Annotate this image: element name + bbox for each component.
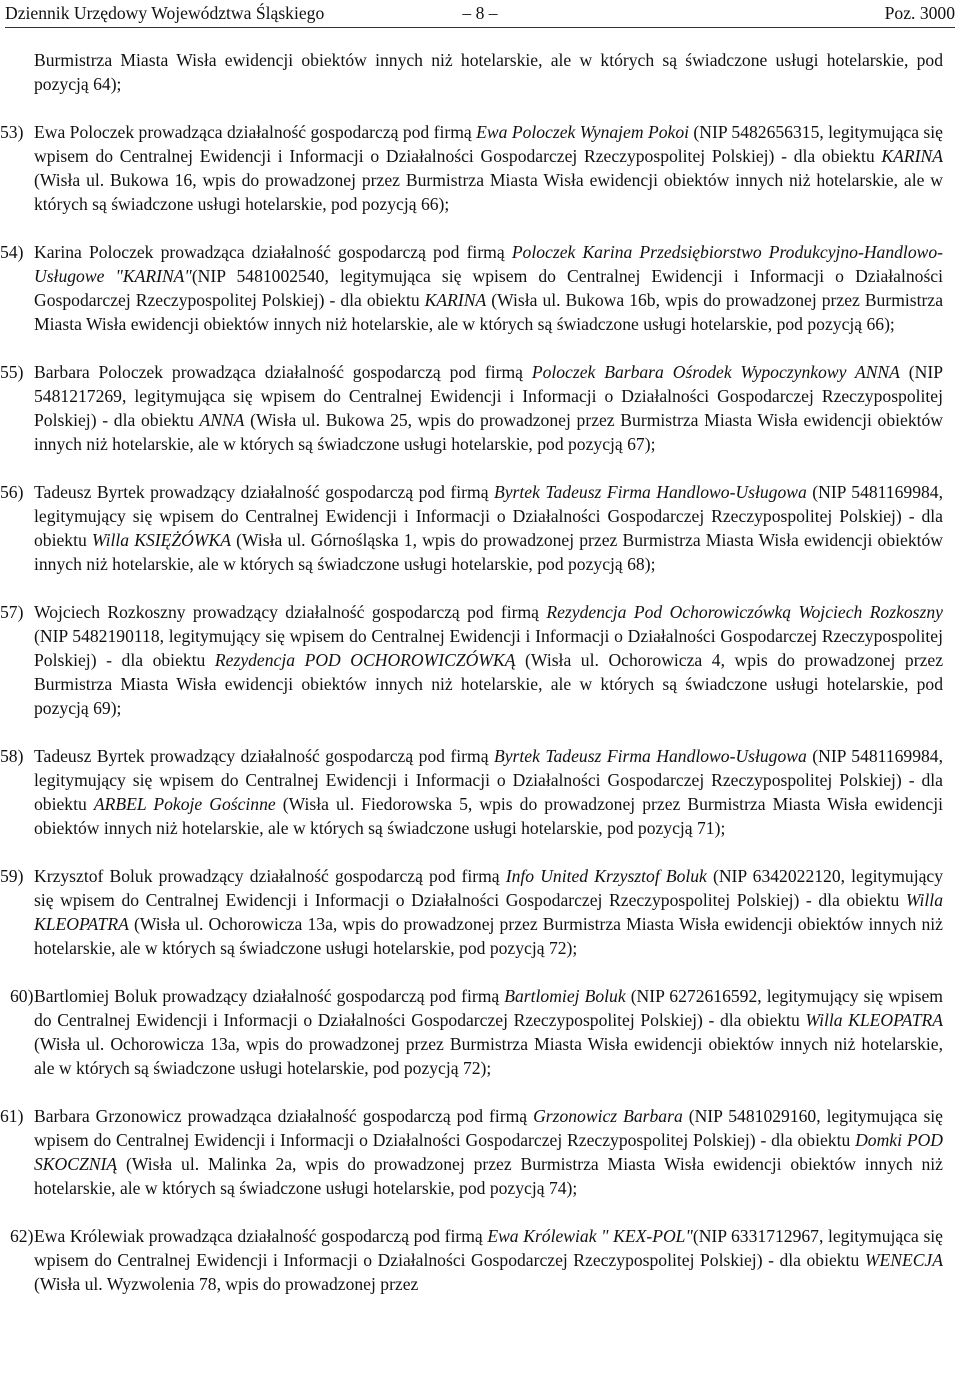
item-text: (Wisła ul. Ochorowicza 13a, wpis do prowadzonej przez Burmistrza Miasta Wisła ewidencji obiektów innych niż hotelarskie, ale w których są świadczone usługi hotelarskie, pod pozycją 72); bbox=[34, 1034, 943, 1078]
company-name: Ewa Poloczek Wynajem Pokoi bbox=[476, 122, 690, 142]
facility-name: WENECJA bbox=[864, 1250, 943, 1270]
item-text: Ewa Poloczek prowadząca działalność gospodarczą pod firmą bbox=[34, 122, 477, 142]
list-item bbox=[10, 1224, 943, 1296]
item-text: (NIP 5482190118, legitymujący się wpisem do Centralnej Ewidencji i Informacji o Działalności Gospodarczej Rzeczypospolitej Polskiej) - dla obiektu bbox=[34, 626, 943, 670]
item-text: (Wisła ul. Ochorowicza 13a, wpis do prowadzonej przez Burmistrza Miasta Wisła ewidencji obiektów innych niż hotelarskie, ale w których są świadczone usługi hotelarskie, pod pozycją 72); bbox=[34, 914, 943, 958]
journal-title: Dziennik Urzędowy Województwa Śląskiego bbox=[5, 3, 325, 23]
item-text: Barbara Grzonowicz prowadząca działalność gospodarczą pod firmą bbox=[34, 1106, 534, 1126]
facility-name: KARINA bbox=[424, 290, 487, 310]
item-text: Barbara Poloczek prowadząca działalność gospodarczą pod firmą bbox=[34, 362, 532, 382]
list-item bbox=[0, 600, 943, 720]
item-text: Ewa Królewiak prowadząca działalność gospodarczą pod firmą bbox=[34, 1226, 488, 1246]
item-text: (NIP 5481002540, legitymująca się wpisem do Centralnej Ewidencji i Informacji o Działalności Gospodarczej Rzeczypospolitej Polskiej) - dla obiektu bbox=[34, 266, 944, 310]
entry-list bbox=[0, 120, 944, 1296]
list-item bbox=[0, 240, 944, 336]
item-text: (NIP 6272616592, legitymujący się wpisem do Centralnej Ewidencji i Informacji o Działalności Gospodarczej Rzeczypospolitej Polskiej) - dla obiektu bbox=[34, 986, 943, 1030]
item-text: (NIP 6342022120, legitymujący się wpisem do Centralnej Ewidencji i Informacji o Działalności Gospodarczej Rzeczypospolitej Polskiej) - dla obiektu bbox=[34, 866, 943, 910]
item-text: (NIP 5481217269, legitymująca się wpisem do Centralnej Ewidencji i Informacji o Działalności Gospodarczej Rzeczypospolitej Polskiej) - dla obiektu bbox=[34, 362, 943, 430]
company-name: Byrtek Tadeusz Firma Handlowo-Usługowa bbox=[493, 746, 807, 766]
company-name: Bartlomiej Boluk bbox=[504, 986, 626, 1006]
item-text: Bartlomiej Boluk prowadzący działalność gospodarczą pod firmą bbox=[34, 986, 505, 1006]
item-number: 60) bbox=[10, 986, 34, 1006]
facility-name: Willa KLEOPATRA bbox=[34, 890, 943, 934]
company-name: Ewa Królewiak " KEX-POL" bbox=[487, 1226, 693, 1246]
item-number: 61) bbox=[0, 1106, 24, 1126]
item-number: 62) bbox=[10, 1226, 34, 1246]
list-item bbox=[0, 480, 944, 576]
list-item bbox=[0, 1104, 943, 1200]
item-text: (NIP 5481169984, legitymujący się wpisem do Centralnej Ewidencji i Informacji o Działalności Gospodarczej Rzeczypospolitej Polskiej) - dla obiektu bbox=[34, 482, 943, 550]
position-number: Poz. 3000 bbox=[884, 3, 955, 23]
page-number: – 8 – bbox=[462, 3, 498, 23]
item-text: Tadeusz Byrtek prowadzący działalność gospodarczą pod firmą bbox=[34, 482, 494, 502]
item-text: (Wisła ul. Malinka 2a, wpis do prowadzonej przez Burmistrza Miasta Wisła ewidencji obiektów innych niż hotelarskie, ale w których są świadczone usługi hotelarskie, pod pozycją 74); bbox=[34, 1154, 943, 1198]
item-text: (NIP 5481169984, legitymujący się wpisem do Centralnej Ewidencji i Informacji o Działalności Gospodarczej Rzeczypospolitej Polskiej) - dla obiektu bbox=[34, 746, 943, 814]
company-name: Info United Krzysztof Boluk bbox=[505, 866, 707, 886]
company-name: Rezydencja Pod Ochorowiczówką Wojciech Rozkoszny bbox=[546, 602, 943, 622]
item-number: 53) bbox=[0, 122, 24, 142]
item-text: (Wisła ul. Bukowa 16, wpis do prowadzonej przez Burmistrza Miasta Wisła ewidencji obiektów innych niż hotelarskie, ale w których są świadczone usługi hotelarskie, pod pozycją 66); bbox=[34, 170, 943, 214]
header-divider bbox=[5, 27, 955, 28]
item-number: 55) bbox=[0, 362, 24, 382]
item-text: (Wisła ul. Ochorowicza 4, wpis do prowadzonej przez Burmistrza Miasta Wisła ewidencji obiektów innych niż hotelarskie, ale w których są świadczone usługi hotelarskie, pod pozycją 69); bbox=[34, 650, 943, 718]
facility-name: ARBEL Pokoje Gościnne bbox=[93, 794, 276, 814]
item-number: 57) bbox=[0, 602, 24, 622]
item-text: Tadeusz Byrtek prowadzący działalność gospodarczą pod firmą bbox=[34, 746, 494, 766]
item-number: 56) bbox=[0, 482, 24, 502]
document-body bbox=[0, 48, 944, 1320]
item-text: (Wisła ul. Wyzwolenia 78, wpis do prowadzonej przez bbox=[34, 1274, 419, 1294]
item-text: Krzysztof Boluk prowadzący działalność gospodarczą pod firmą bbox=[34, 866, 506, 886]
item-text: (Wisła ul. Górnośląska 1, wpis do prowadzonej przez Burmistrza Miasta Wisła ewidencji obiektów innych niż hotelarskie, ale w których są świadczone usługi hotelarskie, pod pozycją 68); bbox=[34, 530, 944, 574]
item-text: (Wisła ul. Bukowa 25, wpis do prowadzonej przez Burmistrza Miasta Wisła ewidencji obiektów innych niż hotelarskie, ale w których są świadczone usługi hotelarskie, pod pozycją 67); bbox=[34, 410, 944, 454]
list-item bbox=[0, 360, 944, 456]
item-text: Wojciech Rozkoszny prowadzący działalność gospodarczą pod firmą bbox=[34, 602, 547, 622]
facility-name: Domki POD SKOCZNIĄ bbox=[34, 1130, 943, 1174]
list-item bbox=[10, 984, 943, 1080]
item-text: (Wisła ul. Fiedorowska 5, wpis do prowadzonej przez Burmistrza Miasta Wisła ewidencji obiektów innych niż hotelarskie, ale w których są świadczone usługi hotelarskie, pod pozycją 71); bbox=[34, 794, 944, 838]
list-item bbox=[0, 864, 943, 960]
company-name: Byrtek Tadeusz Firma Handlowo-Usługowa bbox=[493, 482, 807, 502]
list-item bbox=[0, 744, 944, 840]
item-number: 59) bbox=[0, 866, 24, 886]
page-header bbox=[0, 0, 960, 24]
item-number: 58) bbox=[0, 746, 24, 766]
list-item bbox=[0, 120, 943, 216]
facility-name: Rezydencja POD OCHOROWICZÓWKĄ bbox=[214, 650, 516, 670]
facility-name: ANNA bbox=[199, 410, 245, 430]
item-text: (NIP 5482656315, legitymująca się wpisem do Centralnej Ewidencji i Informacji o Działalności Gospodarczej Rzeczypospolitej Polskiej) - dla obiektu bbox=[34, 122, 943, 166]
item-text: (NIP 5481029160, legitymująca się wpisem do Centralnej Ewidencji i Informacji o Działalności Gospodarczej Rzeczypospolitej Polskiej) - dla obiektu bbox=[34, 1106, 943, 1150]
item-text: (Wisła ul. Bukowa 16b, wpis do prowadzonej przez Burmistrza Miasta Wisła ewidencji obiektów innych niż hotelarskie, ale w których są świadczone usługi hotelarskie, pod pozycją 66); bbox=[34, 290, 943, 334]
item-text: Karina Poloczek prowadząca działalność gospodarczą pod firmą bbox=[34, 242, 512, 262]
item-number: 54) bbox=[0, 242, 24, 262]
company-name: Poloczek Barbara Ośrodek Wypoczynkowy ANNA bbox=[531, 362, 900, 382]
facility-name: Willa KSIĘŻÓWKA bbox=[91, 530, 231, 550]
facility-name: KARINA bbox=[881, 146, 943, 166]
item-text: (NIP 6331712967, legitymująca się wpisem do Centralnej Ewidencji i Informacji o Działalności Gospodarczej Rzeczypospolitej Polskiej) - dla obiektu bbox=[34, 1226, 943, 1270]
facility-name: Willa KLEOPATRA bbox=[805, 1010, 943, 1030]
continuation-paragraph: Burmistrza Miasta Wisła ewidencji obiektów innych niż hotelarskie, ale w których są świadczone usługi hotelarskie, pod pozycją 64); bbox=[34, 50, 943, 94]
company-name: Grzonowicz Barbara bbox=[533, 1106, 683, 1126]
company-name: Poloczek Karina Przedsiębiorstwo Produkcyjno-Handlowo-Usługowe "KARINA" bbox=[34, 242, 944, 286]
